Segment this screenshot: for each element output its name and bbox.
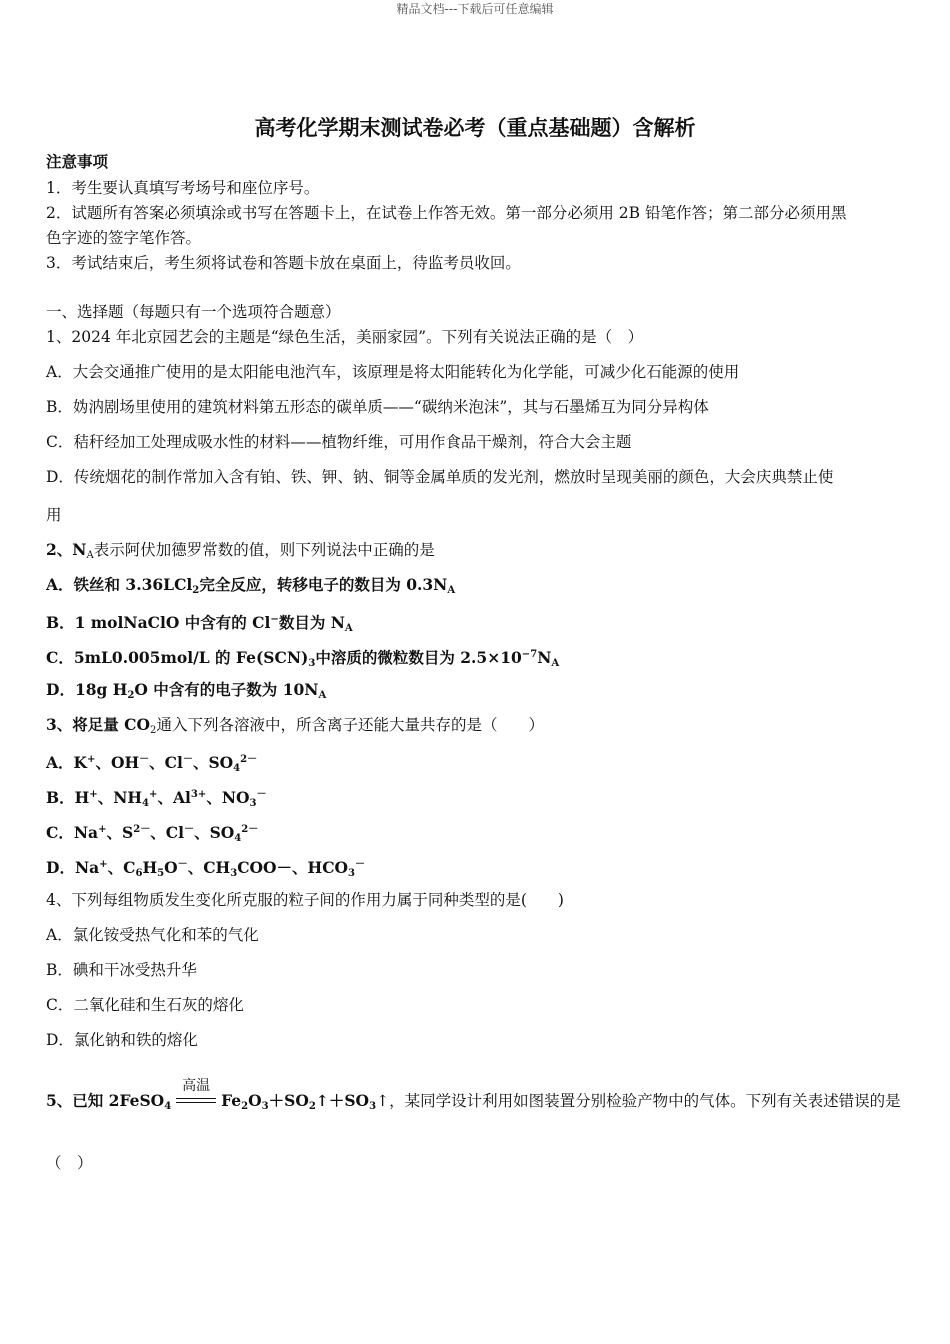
question-3-option-b: B．H+、$NH_4^+$、$Al^{3+}$、$NO_3^-$: [46, 788, 267, 809]
question-1-option-c: C．秸秆经加工处理成吸水性的材料——植物纤维，可用作食品干燥剂，符合大会主题: [46, 433, 632, 451]
question-1-stem: 1、2024 年北京园艺会的主题是“绿色生活，美丽家园”。下列有关说法正确的是（ ）: [46, 328, 644, 346]
question-4-option-d: D．氯化钠和铁的熔化: [46, 1031, 198, 1049]
question-3-option-a: A．K+、OH－、Cl－、$SO_4^{2-}$: [46, 753, 258, 774]
question-2-option-b: B．1 molNaClO 中含有的 Cl−数目为 $N_A$: [46, 613, 353, 634]
notice-item-2-line-2: 色字迹的签字笔作答。: [46, 229, 202, 247]
question-2-option-c: C．5mL0.005mol/L 的 $Fe(SCN)_3$中溶质的微粒数目为 $2.5\times 10^{-7}N_A$: [46, 648, 560, 669]
notice-item-3: 3．考试结束后，考生须将试卷和答题卡放在桌面上，待监考员收回。: [46, 254, 521, 272]
watermark: 精品文档---下载后可任意编辑: [396, 2, 554, 16]
notice-item-2-line-1: 2．试题所有答案必须填涂或书写在答题卡上，在试卷上作答无效。第一部分必须用 2B 铅笔作答；第二部分必须用黑: [46, 204, 847, 222]
question-4-stem: 4、下列每组物质发生变化所克服的粒子间的作用力属于同种类型的是( ): [46, 891, 564, 909]
question-1-option-a: A．大会交通推广使用的是太阳能电池汽车，该原理是将太阳能转化为化学能，可减少化石能源的使用: [46, 363, 740, 381]
question-4-option-c: C．二氧化硅和生石灰的熔化: [46, 996, 244, 1014]
notice-item-1: 1．考生要认真填写考场号和座位序号。: [46, 179, 320, 197]
notice-heading: 注意事项: [46, 152, 109, 171]
reaction-condition: 高温: [176, 1092, 216, 1112]
question-2-option-a: A．铁丝和 3.36LCl$_2$完全反应，转移电子的数目为 $0.3N_A$: [46, 575, 456, 596]
question-5-stem: 5、已知 2FeSO$_4$ 高温 $Fe_2O_3+SO_2↑+SO_3↑$，某同学设计利用如图装置分别检验产物中的气体。下列有关表述错误的是: [46, 1078, 901, 1112]
question-4-option-a: A．氯化铵受热气化和苯的气化: [46, 926, 259, 944]
document-title: 高考化学期末测试卷必考（重点基础题）含解析: [254, 116, 696, 140]
question-1-option-b: B．妫汭剧场里使用的建筑材料第五形态的碳单质——“碳纳米泡沫”，其与石墨烯互为同分异构体: [46, 398, 709, 416]
question-1-option-d-line-2: 用: [46, 506, 62, 524]
question-5-paren: （ ）: [46, 1154, 93, 1172]
question-2-option-d: D．18g $H_2O$ 中含有的电子数为 $10N_A$: [46, 680, 327, 701]
question-2-stem: 2、$N_A$表示阿伏加德罗常数的值，则下列说法中正确的是: [46, 540, 435, 561]
question-1-option-d-line-1: D．传统烟花的制作常加入含有铂、铁、钾、钠、铜等金属单质的发光剂，燃放时呈现美丽的颜色，大会庆典禁止使: [46, 468, 834, 486]
section-title: 一、选择题（每题只有一个选项符合题意）: [46, 303, 341, 321]
question-3-option-c: C．Na+、$S^{2-}$、Cl－、$SO_4^{2-}$: [46, 823, 259, 844]
question-3-stem: 3、将足量 $CO_2$通入下列各溶液中，所含离子还能大量共存的是（ ）: [46, 715, 544, 736]
question-4-option-b: B．碘和干冰受热升华: [46, 961, 197, 979]
question-3-option-d: D．Na+、$C_6H_5O^-$、$CH_3COO-$、$HCO_3^-$: [46, 858, 366, 879]
